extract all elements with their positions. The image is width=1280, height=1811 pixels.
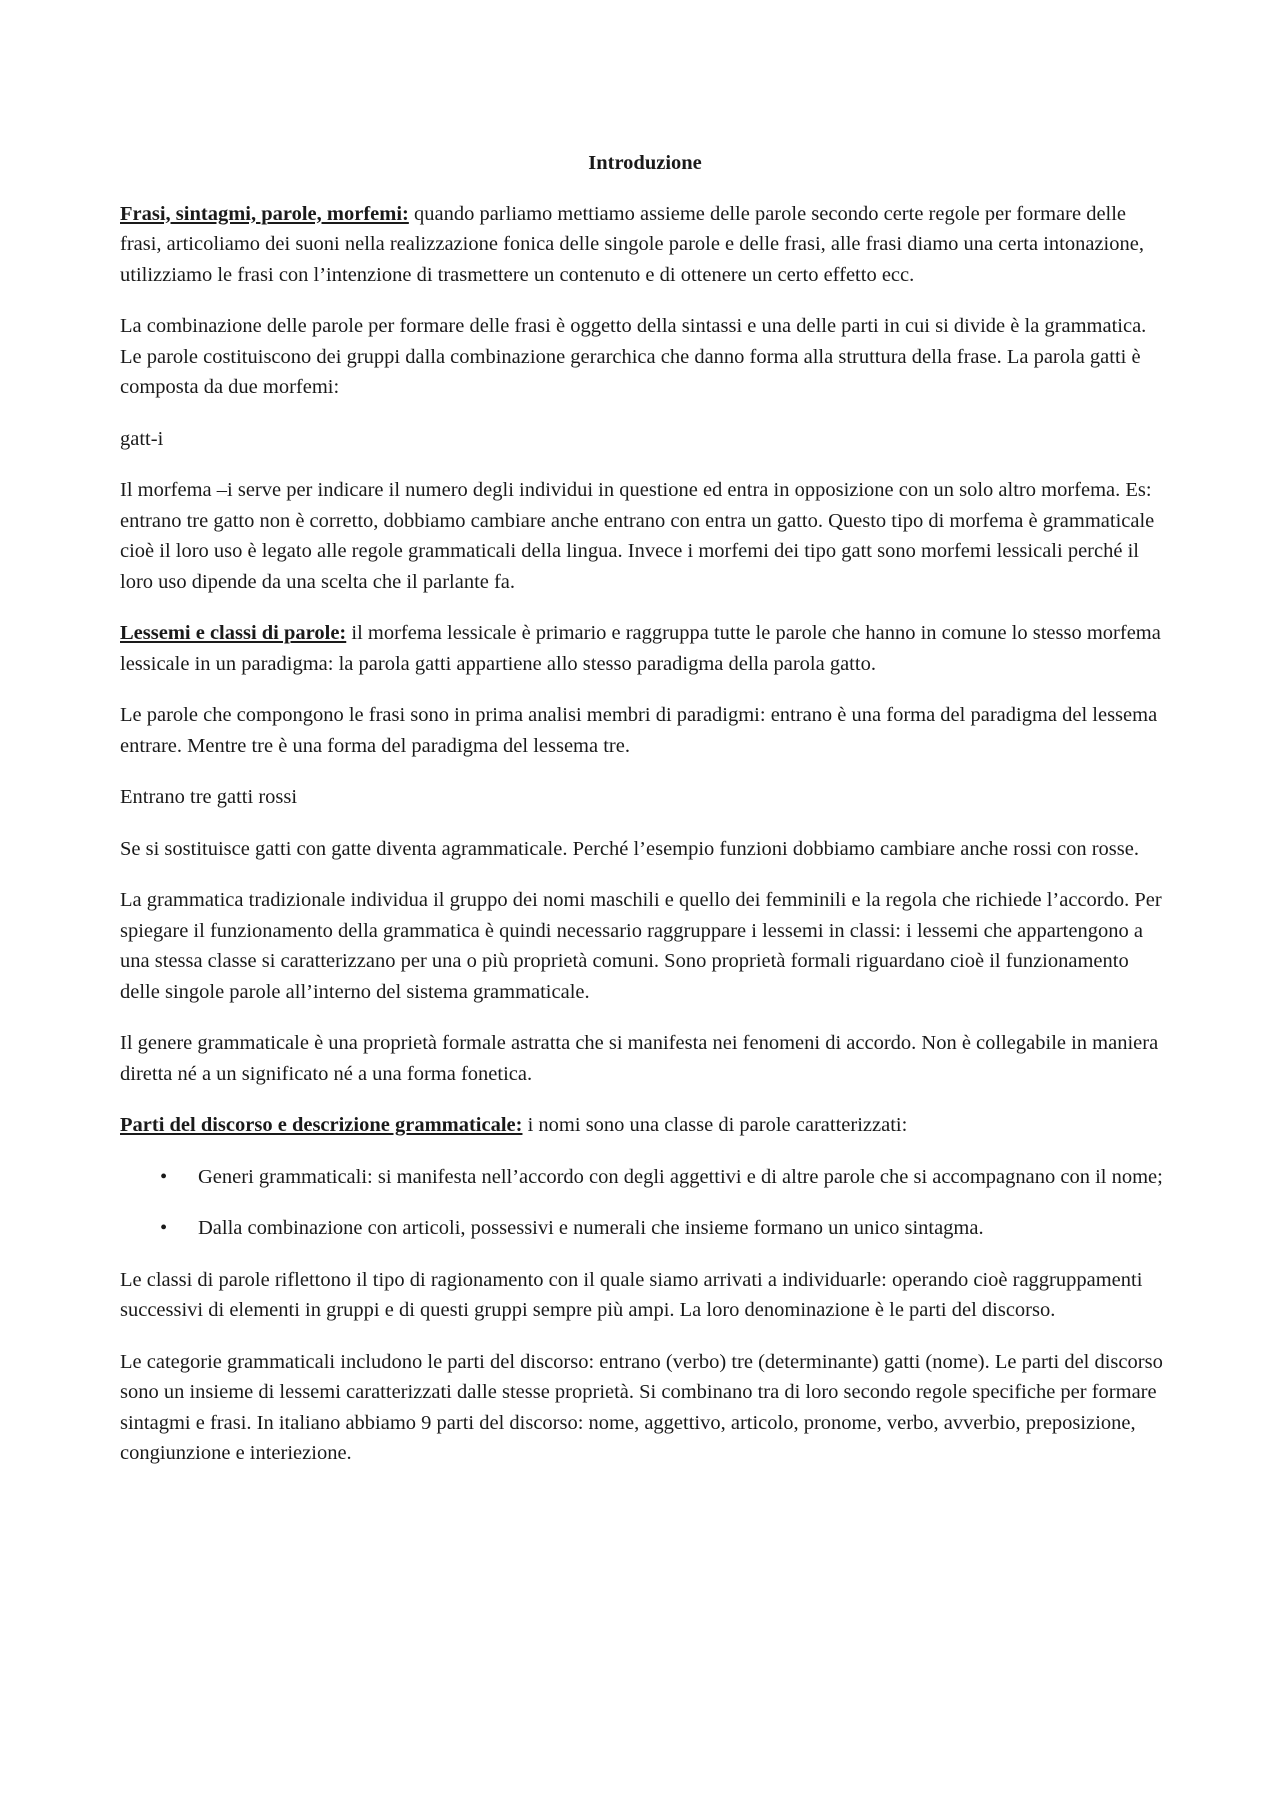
paragraph-text: il morfema lessicale è primario e raggruppa tutte le parole che hanno in comune lo stesso morfema lessicale in un paradigma: la parola gatti appartiene allo stesso paradigma della parola gatto. <box>120 622 1161 675</box>
document-title: Introduzione <box>588 152 702 174</box>
paragraph-classi-di-parole: Le classi di parole riflettono il tipo di ragionamento con il quale siamo arrivati a individuarle: operando cioè raggruppamenti successivi di elementi in gruppi e di questi gruppi sempre più ampi. La loro denominazione è le parti del discorso. <box>120 1268 1143 1321</box>
paragraph-example-entrano: Entrano tre gatti rossi <box>120 786 298 808</box>
paragraph-genere-grammaticale: Il genere grammaticale è una proprietà formale astratta che si manifesta nei fenomeni di accordo. Non è collegabile in maniera diretta né a un significato né a una forma fonetica. <box>120 1032 1159 1085</box>
paragraph-grammatica-tradizionale: La grammatica tradizionale individua il gruppo dei nomi maschili e quello dei femminili e la regola che richiede l’accordo. Per spiegare il funzionamento della grammatica è quindi necessario raggruppare i lessemi in classi: i lessemi che appartengono a una stessa classe si caratterizzano per una o più proprietà comuni. Sono proprietà formali riguardano cioè il funzionamento delle singole parole all’interno del sistema grammaticale. <box>120 889 1162 1003</box>
list-item-text: Dalla combinazione con articoli, possessivi e numerali che insieme formano un unico sintagma. <box>198 1217 984 1239</box>
bullet-icon: • <box>160 1165 168 1188</box>
paragraph-text: quando parliamo mettiamo assieme delle parole secondo certe regole per formare delle frasi, articoliamo dei suoni nella realizzazione fonica delle singole parole e delle frasi, alle frasi diamo una certa intonazione, utilizziamo le frasi con l’intenzione di trasmettere un contenuto e di ottenere un certo effetto ecc. <box>120 202 1144 286</box>
section-heading-lessemi: Lessemi e classi di parole: <box>120 622 347 644</box>
bullet-icon: • <box>160 1217 168 1239</box>
paragraph-paradigmi: Le parole che compongono le frasi sono in prima analisi membri di paradigmi: entrano è una forma del paradigma del lessema entrare. Mentre tre è una forma del paradigma del lessema tre. <box>120 704 1158 757</box>
list-item <box>120 1213 1170 1244</box>
paragraph-text: i nomi sono una classe di parole caratterizzati: <box>522 1114 908 1136</box>
paragraph-example-gatt-i: gatt-i <box>120 427 164 450</box>
paragraph-parti-del-discorso <box>120 1110 1170 1141</box>
bullet-list <box>120 1162 1170 1244</box>
paragraph-agrammaticale: Se si sostituisce gatti con gatte diventa agrammaticale. Perché l’esempio funzioni dobbiamo cambiare anche rossi con rosse. <box>120 837 1139 860</box>
section-heading-frasi-sintagmi: Frasi, sintagmi, parole, morfemi: <box>120 202 409 225</box>
paragraph-combinazione: La combinazione delle parole per formare delle frasi è oggetto della sintassi e una delle parti in cui si divide è la grammatica. Le parole costituiscono dei gruppi dalla combinazione gerarchica che danno forma alla struttura della frase. La parola gatti è composta da due morfemi: <box>120 315 1147 398</box>
paragraph-lessemi <box>120 618 1170 679</box>
list-item <box>120 1162 1170 1193</box>
paragraph-morfema: Il morfema –i serve per indicare il numero degli individui in questione ed entra in opposizione con un solo altro morfema. Es: entrano tre gatto non è corretto, dobbiamo cambiare anche entrano con entra un gatto. Questo tipo di morfema è grammaticale cioè il loro uso è legato alle regole grammaticali della lingua. Invece i morfemi dei tipo gatt sono morfemi lessicali perché il loro uso dipende da una scelta che il parlante fa. <box>120 479 1155 593</box>
paragraph-frasi-sintagmi <box>120 199 1170 291</box>
document-page <box>120 148 1170 1490</box>
paragraph-categorie-grammaticali: Le categorie grammaticali includono le parti del discorso: entrano (verbo) tre (determinante) gatti (nome). Le parti del discorso sono un insieme di lessemi caratterizzati dalle stesse proprietà. Si combinano tra di loro secondo regole specifiche per formare sintagmi e frasi. In italiano abbiamo 9 parti del discorso: nome, aggettivo, articolo, pronome, verbo, avverbio, preposizione, congiunzione e interiezione. <box>120 1350 1163 1464</box>
section-heading-parti-del-discorso: Parti del discorso e descrizione grammaticale: <box>120 1114 523 1136</box>
list-item-text: Generi grammaticali: si manifesta nell’accordo con degli aggettivi e di altre parole che si accompagnano con il nome; <box>198 1165 1163 1188</box>
